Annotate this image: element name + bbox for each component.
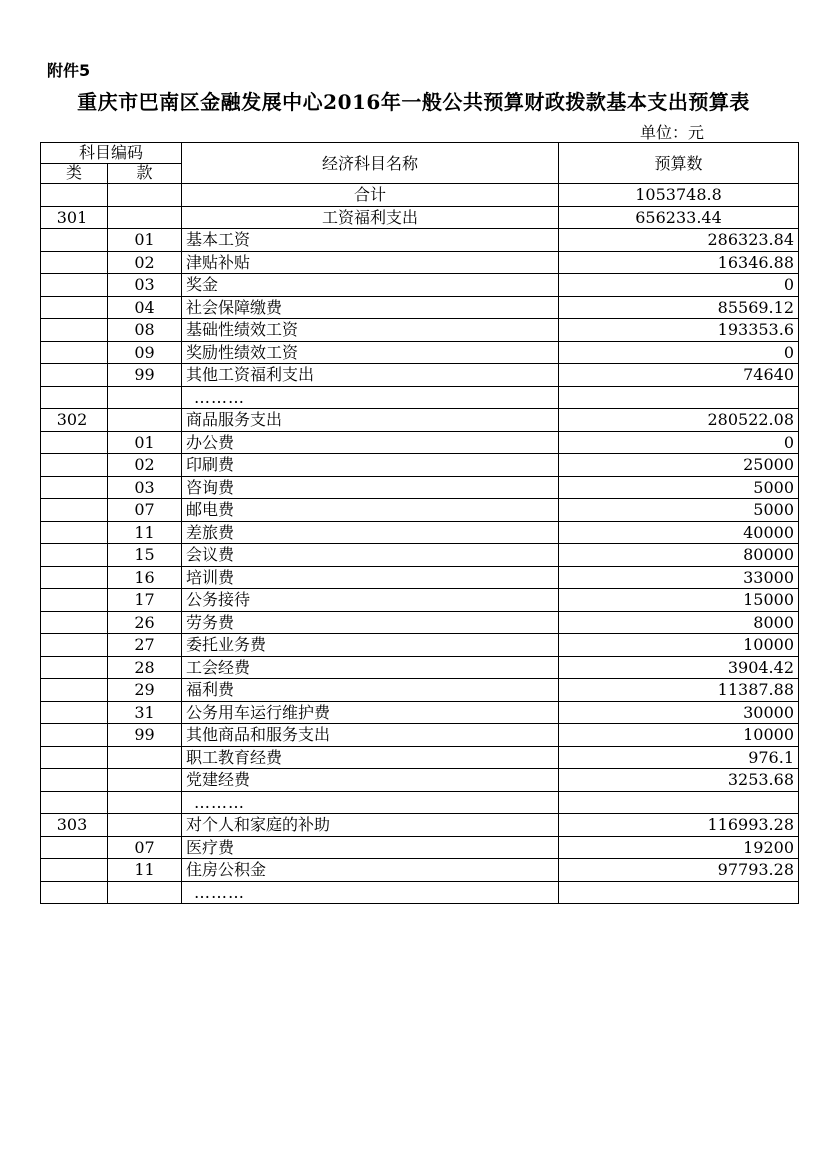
ellipsis-cell: ……… [182,881,559,904]
subject-name-cell: 培训费 [182,566,559,589]
amount-cell: 116993.28 [559,814,799,837]
item-code-cell: 07 [108,836,182,859]
item-code-cell [108,881,182,904]
subject-name-cell: 公务用车运行维护费 [182,701,559,724]
class-code-cell [41,184,108,207]
amount-cell: 19200 [559,836,799,859]
item-code-cell: 28 [108,656,182,679]
subject-name-cell: 咨询费 [182,476,559,499]
subject-name-cell: 商品服务支出 [182,409,559,432]
amount-cell: 1053748.8 [559,184,799,207]
class-code-cell [41,724,108,747]
amount-cell [559,386,799,409]
amount-cell: 0 [559,341,799,364]
table-row [41,701,799,724]
item-code-cell: 16 [108,566,182,589]
amount-cell: 3904.42 [559,656,799,679]
subject-name-cell: 印刷费 [182,454,559,477]
amount-cell: 5000 [559,499,799,522]
class-code-cell [41,499,108,522]
item-code-cell: 11 [108,859,182,882]
class-code-cell [41,341,108,364]
table-row [41,476,799,499]
item-code-cell [108,184,182,207]
class-code-cell [41,476,108,499]
class-code-cell [41,589,108,612]
amount-cell: 10000 [559,634,799,657]
item-code-cell: 03 [108,476,182,499]
subject-name-cell: 差旅费 [182,521,559,544]
subject-name-cell: 奖励性绩效工资 [182,341,559,364]
item-code-cell: 15 [108,544,182,567]
item-code-cell: 08 [108,319,182,342]
amount-cell: 10000 [559,724,799,747]
item-code-cell: 26 [108,611,182,634]
table-row [41,656,799,679]
amount-cell: 30000 [559,701,799,724]
class-code-cell [41,274,108,297]
class-code-cell [41,769,108,792]
item-code-cell: 03 [108,274,182,297]
table-row [41,836,799,859]
table-row [41,341,799,364]
item-code-cell [108,206,182,229]
subject-name-cell: 会议费 [182,544,559,567]
amount-cell: 97793.28 [559,859,799,882]
item-code-cell [108,791,182,814]
item-code-cell [108,769,182,792]
amount-cell: 74640 [559,364,799,387]
subject-name-cell: 社会保障缴费 [182,296,559,319]
item-code-cell: 11 [108,521,182,544]
item-code-cell [108,746,182,769]
amount-cell: 8000 [559,611,799,634]
class-code-cell [41,521,108,544]
item-code-cell [108,409,182,432]
budget-table [40,142,799,904]
amount-cell: 16346.88 [559,251,799,274]
subject-name-cell: 公务接待 [182,589,559,612]
amount-cell: 80000 [559,544,799,567]
class-code-cell [41,319,108,342]
class-code-cell [41,791,108,814]
subject-name-cell: 其他商品和服务支出 [182,724,559,747]
table-row [41,791,799,814]
subject-name-cell: 对个人和家庭的补助 [182,814,559,837]
subject-name-cell: 工资福利支出 [182,206,559,229]
table-row [41,229,799,252]
class-code-cell: 302 [41,409,108,432]
item-code-cell: 31 [108,701,182,724]
class-code-cell [41,454,108,477]
subject-name-cell: 工会经费 [182,656,559,679]
class-code-cell [41,634,108,657]
amount-cell: 85569.12 [559,296,799,319]
table-row [41,544,799,567]
class-code-cell [41,364,108,387]
class-code-cell [41,881,108,904]
item-code-cell [108,386,182,409]
subject-name-cell: 奖金 [182,274,559,297]
table-row [41,319,799,342]
item-code-cell: 17 [108,589,182,612]
amount-cell: 280522.08 [559,409,799,432]
table-row [41,589,799,612]
item-code-cell: 09 [108,341,182,364]
item-code-cell [108,814,182,837]
subject-name-cell: 邮电费 [182,499,559,522]
table-row [41,566,799,589]
item-code-cell: 04 [108,296,182,319]
class-code-cell [41,746,108,769]
amount-cell: 193353.6 [559,319,799,342]
class-code-cell [41,566,108,589]
table-row [41,274,799,297]
page-title: 重庆市巴南区金融发展中心2016年一般公共预算财政拨款基本支出预算表 [77,90,750,114]
table-row [41,251,799,274]
item-code-cell: 01 [108,431,182,454]
class-code-cell [41,386,108,409]
class-code-cell [41,431,108,454]
item-code-cell: 02 [108,454,182,477]
table-row [41,611,799,634]
class-code-cell [41,544,108,567]
amount-cell: 976.1 [559,746,799,769]
amount-cell [559,791,799,814]
subject-name-cell: 基本工资 [182,229,559,252]
class-code-cell [41,251,108,274]
subject-name-cell: 党建经费 [182,769,559,792]
amount-cell: 33000 [559,566,799,589]
subject-name-cell: 福利费 [182,679,559,702]
table-row [41,679,799,702]
item-code-cell: 99 [108,724,182,747]
table-row [41,409,799,432]
subject-name-cell: 办公费 [182,431,559,454]
amount-cell: 3253.68 [559,769,799,792]
subject-name-cell: 劳务费 [182,611,559,634]
table-row [41,746,799,769]
item-code-cell: 29 [108,679,182,702]
attachment-label: 附件5 [47,61,91,80]
subject-name-cell: 委托业务费 [182,634,559,657]
table-row [41,184,799,207]
class-code-cell [41,701,108,724]
class-code-cell [41,859,108,882]
amount-cell: 25000 [559,454,799,477]
subject-name-cell: 职工教育经费 [182,746,559,769]
amount-cell: 11387.88 [559,679,799,702]
table-row [41,364,799,387]
class-code-cell [41,836,108,859]
ellipsis-cell: ……… [182,791,559,814]
amount-cell: 5000 [559,476,799,499]
item-code-cell: 27 [108,634,182,657]
class-code-cell [41,656,108,679]
table-row [41,499,799,522]
class-code-cell: 303 [41,814,108,837]
header-name: 经济科目名称 [182,143,559,184]
ellipsis-cell: ……… [182,386,559,409]
header-item: 款 [108,163,182,184]
amount-cell: 0 [559,431,799,454]
table-row [41,296,799,319]
table-row [41,769,799,792]
table-row [41,724,799,747]
amount-cell: 40000 [559,521,799,544]
table-row [41,634,799,657]
table-row [41,431,799,454]
header-code: 科目编码 [41,143,182,164]
subject-name-cell: 基础性绩效工资 [182,319,559,342]
amount-cell: 0 [559,274,799,297]
item-code-cell: 07 [108,499,182,522]
header-class: 类 [41,163,108,184]
item-code-cell: 01 [108,229,182,252]
table-row [41,521,799,544]
subject-name-cell: 津贴补贴 [182,251,559,274]
amount-cell: 656233.44 [559,206,799,229]
subject-name-cell: 住房公积金 [182,859,559,882]
subject-name-cell: 合计 [182,184,559,207]
class-code-cell [41,611,108,634]
table-body [41,184,799,904]
table-row [41,386,799,409]
amount-cell: 286323.84 [559,229,799,252]
header-amount: 预算数 [559,143,799,184]
unit-label: 单位：元 [640,123,705,142]
class-code-cell [41,679,108,702]
table-row [41,881,799,904]
item-code-cell: 02 [108,251,182,274]
class-code-cell: 301 [41,206,108,229]
subject-name-cell: 医疗费 [182,836,559,859]
table-row [41,206,799,229]
table-row [41,859,799,882]
subject-name-cell: 其他工资福利支出 [182,364,559,387]
item-code-cell: 99 [108,364,182,387]
amount-cell [559,881,799,904]
amount-cell: 15000 [559,589,799,612]
class-code-cell [41,229,108,252]
class-code-cell [41,296,108,319]
table-row [41,454,799,477]
table-row [41,814,799,837]
